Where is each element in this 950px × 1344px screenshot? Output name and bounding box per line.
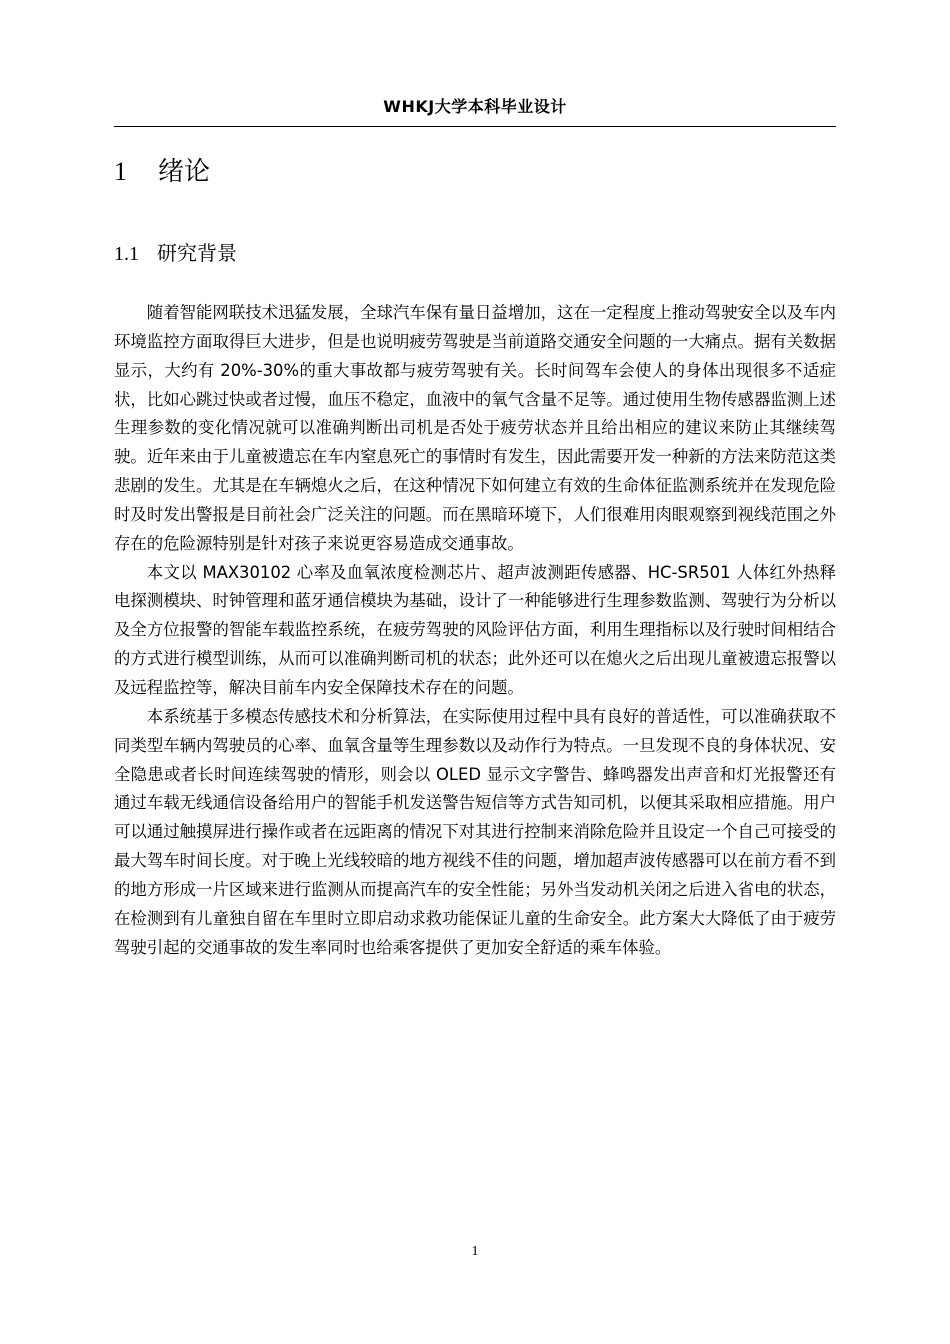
chapter-number: 1 xyxy=(114,157,127,186)
section-heading xyxy=(114,238,237,268)
body-text xyxy=(114,299,836,962)
section-number: 1.1 xyxy=(114,243,139,265)
paragraph-1: 随着智能网联技术迅猛发展，全球汽车保有量日益增加，这在一定程度上推动驾驶安全以及车内环境监控方面取得巨大进步，但是也说明疲劳驾驶是当前道路交通安全问题的一大痛点。据有关数据显示，大约有 20%-30%的重大事故都与疲劳驾驶有关。长时间驾车会使人的身体出现很多不适症状，比如心跳过快或者过慢，血压不稳定，血液中的氧气含量不足等。通过使用生物传感器监测上述生理参数的变化情况就可以准确判断出司机是否处于疲劳状态并且给出相应的建议来防止其继续驾驶。近年来由于儿童被遗忘在车内窒息死亡的事情时有发生，因此需要开发一种新的方法来防范这类悲剧的发生。尤其是在车辆熄火之后，在这种情况下如何建立有效的生命体征监测系统并在发现危险时及时发出警报是目前社会广泛关注的问题。而在黑暗环境下，人们很难用肉眼观察到视线范围之外存在的危险源特别是针对孩子来说更容易造成交通事故。 xyxy=(114,303,836,553)
header-rule xyxy=(114,126,836,127)
chapter-heading xyxy=(114,152,210,192)
section-title: 研究背景 xyxy=(157,241,237,265)
running-header: WHKJ大学本科毕业设计 xyxy=(383,97,567,116)
chapter-title: 绪论 xyxy=(158,157,211,187)
paragraph-2: 本文以 MAX30102 心率及血氧浓度检测芯片、超声波测距传感器、HC-SR501 人体红外热释电探测模块、时钟管理和蓝牙通信模块为基础，设计了一种能够进行生理参数监测、驾驶行为分析以及全方位报警的智能车载监控系统，在疲劳驾驶的风险评估方面，利用生理指标以及行驶时间相结合的方式进行模型训练，从而可以准确判断司机的状态；此外还可以在熄火之后出现儿童被遗忘报警以及远程监控等，解决目前车内安全保障技术存在的问题。 xyxy=(114,562,836,697)
paragraph-3: 本系统基于多模态传感技术和分析算法，在实际使用过程中具有良好的普适性，可以准确获取不同类型车辆内驾驶员的心率、血氧含量等生理参数以及动作行为特点。一旦发现不良的身体状况、安全隐患或者长时间连续驾驶的情形，则会以 OLED 显示文字警告、蜂鸣器发出声音和灯光报警还有通过车载无线通信设备给用户的智能手机发送警告短信等方式告知司机，以便其采取相应措施。用户可以通过触摸屏进行操作或者在远距离的情况下对其进行控制来消除危险并且设定一个自己可接受的最大驾车时间长度。对于晚上光线较暗的地方视线不佳的问题，增加超声波传感器可以在前方看不到的地方形成一片区域来进行监测从而提高汽车的安全性能；另外当发动机关闭之后进入省电的状态，在检测到有儿童独自留在车里时立即启动求救功能保证儿童的生命安全。此方案大大降低了由于疲劳驾驶引起的交通事故的发生率同时也给乘客提供了更加安全舒适的乘车体验。 xyxy=(114,706,836,957)
page-number: 1 xyxy=(471,1244,479,1259)
